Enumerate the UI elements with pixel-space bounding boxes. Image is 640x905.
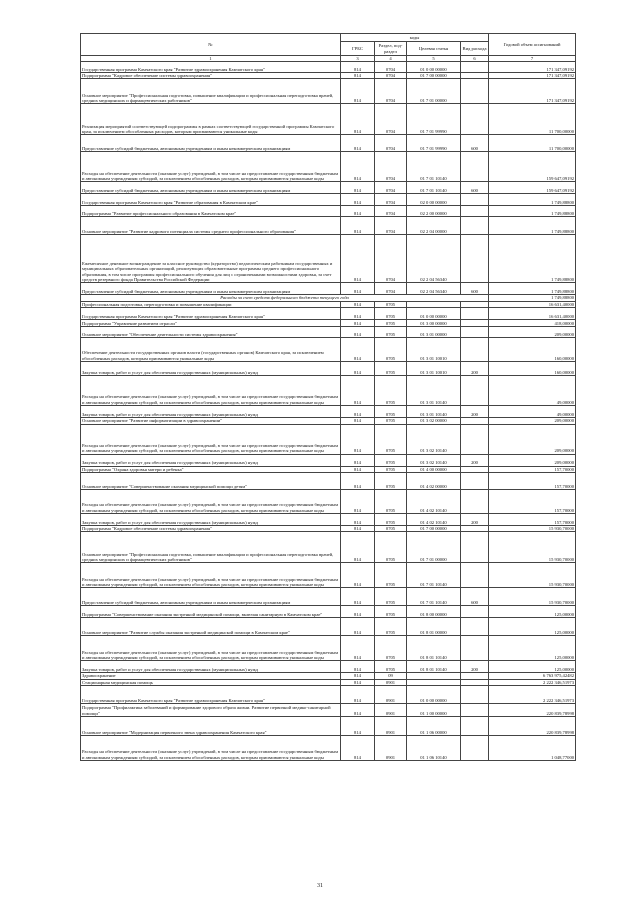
budget-table [80, 33, 576, 761]
header-grbs: ГРБС [341, 42, 375, 56]
row-section: 0901 [375, 736, 407, 761]
row-article: 01 3 01 00000 [407, 327, 461, 338]
row-sum: 15 930,70000 [489, 526, 576, 532]
row-kind [461, 376, 489, 406]
row-section: 0705 [375, 376, 407, 406]
row-name: Подпрограмма "Развитие профессионального образования в Камчатском крае" [81, 206, 341, 217]
row-kind [461, 736, 489, 761]
table-row [81, 308, 576, 320]
row-grbs: 814 [341, 79, 375, 104]
row-grbs: 814 [341, 308, 375, 320]
row-grbs: 814 [341, 618, 375, 636]
row-kind [461, 62, 489, 73]
row-kind [461, 424, 489, 454]
row-kind [461, 217, 489, 235]
row-section: 09 [375, 673, 407, 679]
row-kind [461, 104, 489, 135]
row-kind: 200 [461, 454, 489, 466]
row-kind [461, 194, 489, 206]
row-sum: 2 222 346,51973 [489, 679, 576, 685]
row-section: 0704 [375, 217, 407, 235]
row-name: Расходы на обеспечение деятельности (оказание услуг) учреждений, в том числе на предоставление государственным бюджетным и автономным учреждениям субсидий, за исключением обособленных расходов, которым присваиваются уникальные коды [81, 376, 341, 406]
row-grbs: 814 [341, 736, 375, 761]
row-note: Расходы за счет средств федерального бюджета текущего года [81, 295, 489, 301]
row-article: 01 3 01 10140 [407, 376, 461, 406]
row-grbs: 814 [341, 673, 375, 679]
row-name: Здравоохранение [81, 673, 341, 679]
table-row [81, 283, 576, 295]
table-row [81, 661, 576, 673]
row-section: 0705 [375, 473, 407, 490]
row-section: 0704 [375, 104, 407, 135]
row-section: 0704 [375, 62, 407, 73]
table-row [81, 473, 576, 490]
row-article: 01 7 01 10140 [407, 152, 461, 182]
row-name: Стационарная медицинская помощь [81, 679, 341, 685]
row-article: 01 7 00 00000 [407, 73, 461, 79]
table-row [81, 217, 576, 235]
row-kind [461, 618, 489, 636]
row-name: Основное мероприятие "Обеспечение деятельности системы здравоохранения" [81, 327, 341, 338]
row-article: 01 7 00 00000 [407, 526, 461, 532]
row-kind [461, 320, 489, 327]
row-name: Подпрограмма "Управление развитием отрасли" [81, 320, 341, 327]
row-sum: 160,00000 [489, 362, 576, 376]
row-section: 0704 [375, 283, 407, 295]
header-kind: Вид расхода [461, 42, 489, 56]
row-name: Основное мероприятие "Профессиональная подготовка, повышение квалификации и профессиональная переподготовка врачей, средних медицинских и фармацевтических работников" [81, 79, 341, 104]
row-name: Государственная программа Камчатского края "Развитие здравоохранения Камчатского края" [81, 62, 341, 73]
row-kind [461, 206, 489, 217]
table-row [81, 338, 576, 362]
row-grbs: 814 [341, 206, 375, 217]
row-name: Основное мероприятие "Совершенствование оказания медицинской помощи детям" [81, 473, 341, 490]
row-kind: 600 [461, 182, 489, 194]
table-row [81, 406, 576, 418]
row-article: 01 3 01 10140 [407, 406, 461, 418]
row-name: Предоставление субсидий бюджетным, автономным учреждениям и иным некоммерческим организациям [81, 135, 341, 152]
row-grbs: 814 [341, 376, 375, 406]
row-kind [461, 717, 489, 736]
row-grbs: 814 [341, 526, 375, 532]
header-codes: коды [341, 34, 489, 42]
row-article: 01 8 00 00000 [407, 606, 461, 618]
row-name: Основное мероприятие "Профессиональная подготовка, повышение квалификации и профессиональная переподготовка врачей, средних медицинских и фармацевтических работников" [81, 532, 341, 563]
table-row [81, 514, 576, 526]
row-kind: 200 [461, 514, 489, 526]
row-grbs: 814 [341, 418, 375, 424]
row-article: 01 8 01 10140 [407, 661, 461, 673]
row-grbs: 814 [341, 327, 375, 338]
row-sum: 11 700,00000 [489, 135, 576, 152]
row-article: 01 7 01 99990 [407, 135, 461, 152]
row-section: 0705 [375, 532, 407, 563]
row-name: Закупка товаров, работ и услуг для обеспечения государственных (муниципальных) нужд [81, 362, 341, 376]
row-name: Обеспечение деятельности государственных органов власти (государственных органов) Камчатского края, за исключением обособленных расходов, которым присваиваются уникальные коды [81, 338, 341, 362]
column-number: 3 [341, 56, 375, 62]
row-grbs: 814 [341, 704, 375, 717]
row-section: 0704 [375, 79, 407, 104]
row-name: Расходы на обеспечение деятельности (оказание услуг) учреждений, в том числе на предоставление государственным бюджетным и автономным учреждениям субсидий, за исключением обособленных расходов, которым присваиваются уникальные коды [81, 424, 341, 454]
row-section: 0704 [375, 206, 407, 217]
row-section: 0705 [375, 362, 407, 376]
row-grbs: 814 [341, 636, 375, 661]
row-kind [461, 686, 489, 704]
row-kind [461, 636, 489, 661]
row-name: Закупка товаров, работ и услуг для обеспечения государственных (муниципальных) нужд [81, 406, 341, 418]
row-kind [461, 606, 489, 618]
row-name: Основное мероприятие "Развитие службы оказания экстренной медицинской помощи в Камчатском крае" [81, 618, 341, 636]
row-name: Закупка товаров, работ и услуг для обеспечения государственных (муниципальных) нужд [81, 514, 341, 526]
row-article: 01 1 06 10140 [407, 736, 461, 761]
row-sum: 125,00000 [489, 636, 576, 661]
row-name: Основное мероприятие "Модернизация первичного звена здравоохранения Камчатского края" [81, 717, 341, 736]
row-name: Предоставление субсидий бюджетным, автономным учреждениям и иным некоммерческим организациям [81, 283, 341, 295]
row-sum: 1 048,77000 [489, 736, 576, 761]
row-name: Подпрограмма "Совершенствование оказания экстренной медицинской помощи, включая санитарную в Камчатском крае" [81, 606, 341, 618]
table-row [81, 424, 576, 454]
row-sum: 160,00000 [489, 338, 576, 362]
row-article: 01 3 01 10010 [407, 362, 461, 376]
row-kind [461, 704, 489, 717]
row-article: 01 4 00 00000 [407, 466, 461, 472]
row-name: Реализация мероприятий соответствующей подпрограммы в рамках соответствующей государственной программы Камчатского края, за исключением обособленных расходов, которым присваиваются уникальные коды [81, 104, 341, 135]
row-sum: 16 631,40000 [489, 308, 576, 320]
table-body [81, 62, 576, 761]
row-sum: 418,00000 [489, 320, 576, 327]
row-section: 0705 [375, 406, 407, 418]
row-sum: 125,00000 [489, 618, 576, 636]
row-section: 0704 [375, 152, 407, 182]
table-row [81, 717, 576, 736]
row-name: Расходы на обеспечение деятельности (оказание услуг) учреждений, в том числе на предоставление государственным бюджетным и автономным учреждениям субсидий, за исключением обособленных расходов, которым присваиваются уникальные коды [81, 152, 341, 182]
row-grbs: 814 [341, 62, 375, 73]
row-article: 01 3 02 00000 [407, 418, 461, 424]
row-article: 01 3 00 00000 [407, 320, 461, 327]
row-name: Расходы на обеспечение деятельности (оказание услуг) учреждений, в том числе на предоставление государственным бюджетным и автономным учреждениям субсидий, за исключением обособленных расходов, которым присваиваются уникальные коды [81, 636, 341, 661]
row-grbs: 814 [341, 563, 375, 588]
row-section: 0705 [375, 466, 407, 472]
row-article: 01 7 01 10140 [407, 588, 461, 606]
row-sum: 11 700,00000 [489, 104, 576, 135]
table-row [81, 606, 576, 618]
row-name: Закупка товаров, работ и услуг для обеспечения государственных (муниципальных) нужд [81, 454, 341, 466]
table-row [81, 588, 576, 606]
row-sum: 159 647,09192 [489, 152, 576, 182]
row-grbs: 814 [341, 235, 375, 283]
table-row [81, 152, 576, 182]
row-sum: 15 930,70000 [489, 588, 576, 606]
row-article: 01 7 01 00000 [407, 79, 461, 104]
row-sum: 209,00000 [489, 327, 576, 338]
table-row [81, 104, 576, 135]
row-name: Подпрограмма "Кадровое обеспечение системы здравоохранения" [81, 526, 341, 532]
row-section: 0705 [375, 301, 407, 307]
table-row [81, 235, 576, 283]
table-row [81, 490, 576, 514]
row-sum: 1 749,88800 [489, 206, 576, 217]
table-row [81, 736, 576, 761]
table-row [81, 618, 576, 636]
row-sum: 15 930,70000 [489, 563, 576, 588]
row-sum: 157,70000 [489, 473, 576, 490]
row-kind: 200 [461, 362, 489, 376]
row-article: 02 0 00 00000 [407, 194, 461, 206]
row-section: 0704 [375, 235, 407, 283]
row-name: Профессиональная подготовка, переподготовка и повышение квалификации [81, 301, 341, 307]
row-sum: 209,00000 [489, 424, 576, 454]
row-name: Расходы на обеспечение деятельности (оказание услуг) учреждений, в том числе на предоставление государственным бюджетным и автономным учреждениям субсидий, за исключением обособленных расходов, которым присваиваются уникальные коды [81, 490, 341, 514]
row-section: 0901 [375, 679, 407, 685]
table-row [81, 563, 576, 588]
row-grbs: 814 [341, 532, 375, 563]
row-article: 01 1 00 00000 [407, 704, 461, 717]
header-no: № [81, 34, 341, 56]
row-grbs: 814 [341, 135, 375, 152]
row-name: Государственная программа Камчатского края "Развитие образования в Камчатском крае" [81, 194, 341, 206]
row-sum: 1 749,88800 [489, 295, 576, 301]
row-section: 0705 [375, 514, 407, 526]
row-grbs: 814 [341, 454, 375, 466]
header-volume: Годовой объем ассигнований [489, 34, 576, 56]
row-article: 01 8 01 10140 [407, 636, 461, 661]
row-section: 0901 [375, 704, 407, 717]
row-sum: 220 839,78998 [489, 717, 576, 736]
row-sum: 49,00000 [489, 406, 576, 418]
row-article: 01 3 01 10010 [407, 338, 461, 362]
row-section: 0705 [375, 618, 407, 636]
row-section: 0705 [375, 563, 407, 588]
row-grbs: 814 [341, 320, 375, 327]
row-sum: 157,70000 [489, 490, 576, 514]
row-sum: 15 930,70000 [489, 532, 576, 563]
row-name: Государственная программа Камчатского края "Развитие здравоохранения Камчатского края" [81, 308, 341, 320]
row-grbs: 814 [341, 194, 375, 206]
header-article: Целевая статья [407, 42, 461, 56]
row-grbs: 814 [341, 606, 375, 618]
row-grbs: 814 [341, 301, 375, 307]
row-sum: 220 839,78998 [489, 704, 576, 717]
row-article: 02 2 00 00000 [407, 206, 461, 217]
table-row [81, 320, 576, 327]
row-article: 01 7 01 10140 [407, 563, 461, 588]
row-article: 01 4 02 10140 [407, 514, 461, 526]
table-row [81, 636, 576, 661]
row-sum: 1 749,88800 [489, 217, 576, 235]
row-sum: 157,70000 [489, 466, 576, 472]
row-sum: 1 749,88800 [489, 283, 576, 295]
row-article: 01 8 01 00000 [407, 618, 461, 636]
column-number: 6 [461, 56, 489, 62]
row-grbs: 814 [341, 362, 375, 376]
table-row [81, 135, 576, 152]
row-name: Предоставление субсидий бюджетным, автономным учреждениям и иным некоммерческим организациям [81, 182, 341, 194]
row-sum: 49,00000 [489, 376, 576, 406]
table-row [81, 532, 576, 563]
table-row [81, 362, 576, 376]
row-grbs: 814 [341, 588, 375, 606]
row-grbs: 814 [341, 686, 375, 704]
row-section: 0704 [375, 194, 407, 206]
row-article: 01 3 02 10140 [407, 424, 461, 454]
row-grbs: 814 [341, 661, 375, 673]
row-article: 02 2 04 00000 [407, 217, 461, 235]
row-section: 0705 [375, 661, 407, 673]
row-kind [461, 490, 489, 514]
table-row [81, 194, 576, 206]
row-section: 0705 [375, 490, 407, 514]
row-sum: 2 222 346,51973 [489, 686, 576, 704]
row-grbs: 814 [341, 679, 375, 685]
row-kind [461, 79, 489, 104]
row-grbs: 814 [341, 182, 375, 194]
row-section: 0705 [375, 418, 407, 424]
row-name: Расходы на обеспечение деятельности (оказание услуг) учреждений, в том числе на предоставление государственным бюджетным и автономным учреждениям субсидий, за исключением обособленных расходов, которым присваиваются уникальные коды [81, 563, 341, 588]
row-kind [461, 473, 489, 490]
row-kind: 600 [461, 283, 489, 295]
row-section: 0705 [375, 327, 407, 338]
row-sum: 171 347,09192 [489, 62, 576, 73]
row-grbs: 814 [341, 490, 375, 514]
column-number: 4 [375, 56, 407, 62]
row-sum: 171 347,09192 [489, 79, 576, 104]
row-grbs: 814 [341, 424, 375, 454]
column-number: 5 [407, 56, 461, 62]
row-kind [461, 338, 489, 362]
page-number: 31 [317, 883, 323, 889]
row-article: 01 7 01 00000 [407, 532, 461, 563]
table-row [81, 327, 576, 338]
row-section: 0705 [375, 526, 407, 532]
table-row [81, 79, 576, 104]
column-number: 1 [81, 56, 341, 62]
row-sum: 125,00000 [489, 606, 576, 618]
row-name: Закупка товаров, работ и услуг для обеспечения государственных (муниципальных) нужд [81, 661, 341, 673]
row-grbs: 814 [341, 514, 375, 526]
row-section: 0705 [375, 606, 407, 618]
row-sum: 171 347,09192 [489, 73, 576, 79]
row-sum: 1 749,88800 [489, 194, 576, 206]
row-section: 0705 [375, 338, 407, 362]
row-sum: 209,00000 [489, 454, 576, 466]
row-name: Основное мероприятие "Развитие информатизации в здравоохранении" [81, 418, 341, 424]
row-name: Государственная программа Камчатского края "Развитие здравоохранения Камчатского края" [81, 686, 341, 704]
row-grbs: 814 [341, 406, 375, 418]
table-row [81, 704, 576, 717]
row-section: 0704 [375, 182, 407, 194]
row-article: 01 4 02 00000 [407, 473, 461, 490]
table-row [81, 376, 576, 406]
row-sum: 209,00000 [489, 418, 576, 424]
row-sum: 6 763 975,42482 [489, 673, 576, 679]
row-section: 0705 [375, 320, 407, 327]
row-name: Подпрограмма "Охрана здоровья матери и ребенка" [81, 466, 341, 472]
table-row [81, 454, 576, 466]
row-kind [461, 563, 489, 588]
row-section: 0705 [375, 636, 407, 661]
row-article: 02 2 04 56340 [407, 283, 461, 295]
row-kind: 200 [461, 406, 489, 418]
row-kind [461, 308, 489, 320]
row-article: 02 2 04 56340 [407, 235, 461, 283]
row-section: 0704 [375, 135, 407, 152]
row-grbs: 814 [341, 283, 375, 295]
row-article: 01 0 00 00000 [407, 686, 461, 704]
row-name: Подпрограмма "Профилактика заболеваний и формирование здорового образа жизни. Развитие первичной медико-санитарной помощи" [81, 704, 341, 717]
row-kind [461, 235, 489, 283]
row-sum: 1 749,88800 [489, 235, 576, 283]
row-grbs: 814 [341, 104, 375, 135]
table-row [81, 182, 576, 194]
row-section: 0704 [375, 73, 407, 79]
row-kind [461, 532, 489, 563]
row-grbs: 814 [341, 73, 375, 79]
row-article: 01 0 00 00000 [407, 62, 461, 73]
row-sum: 125,00000 [489, 661, 576, 673]
row-grbs: 814 [341, 338, 375, 362]
row-section: 0901 [375, 717, 407, 736]
row-kind: 600 [461, 588, 489, 606]
row-grbs: 814 [341, 717, 375, 736]
table-row [81, 62, 576, 73]
row-name: Подпрограмма "Кадровое обеспечение системы здравоохранения" [81, 73, 341, 79]
row-article: 01 4 02 10140 [407, 490, 461, 514]
row-section: 0705 [375, 588, 407, 606]
row-kind: 600 [461, 135, 489, 152]
row-section: 0705 [375, 424, 407, 454]
header-section: Раздел, под-раздел [375, 42, 407, 56]
row-name: Предоставление субсидий бюджетным, автономным учреждениям и иным некоммерческим организациям [81, 588, 341, 606]
row-section: 0901 [375, 686, 407, 704]
row-article: 01 7 01 10140 [407, 182, 461, 194]
row-name: Ежемесячное денежное вознаграждение за классное руководство (кураторство) педагогическим работникам государственных и муниципальных образовательных организаций, реализующих образовательные программы среднего профессионального образования, в том числе программы профессионального обучения для лиц с ограниченными возможностями здоровья, за счет средств резервного фонда Правительства Российской Федерации [81, 235, 341, 283]
row-article: 01 3 02 10140 [407, 454, 461, 466]
table-row [81, 206, 576, 217]
row-grbs: 814 [341, 473, 375, 490]
row-section: 0705 [375, 308, 407, 320]
row-kind [461, 152, 489, 182]
column-number: 7 [489, 56, 576, 62]
row-sum: 159 647,09192 [489, 182, 576, 194]
row-grbs: 814 [341, 217, 375, 235]
row-grbs: 814 [341, 466, 375, 472]
table-row [81, 686, 576, 704]
table-header [81, 34, 576, 62]
row-article: 01 7 01 99990 [407, 104, 461, 135]
row-section: 0705 [375, 454, 407, 466]
row-sum: 157,70000 [489, 514, 576, 526]
row-kind [461, 327, 489, 338]
row-name: Расходы на обеспечение деятельности (оказание услуг) учреждений, в том числе на предоставление государственным бюджетным и автономным учреждениям субсидий, за исключением обособленных расходов, которым присваиваются уникальные коды [81, 736, 341, 761]
row-article: 01 0 00 00000 [407, 308, 461, 320]
row-article: 01 1 06 00000 [407, 717, 461, 736]
row-name: Основное мероприятие "Развитие кадрового потенциала системы среднего профессионального образования" [81, 217, 341, 235]
row-grbs: 814 [341, 152, 375, 182]
row-kind: 200 [461, 661, 489, 673]
row-sum: 16 631,40000 [489, 301, 576, 307]
